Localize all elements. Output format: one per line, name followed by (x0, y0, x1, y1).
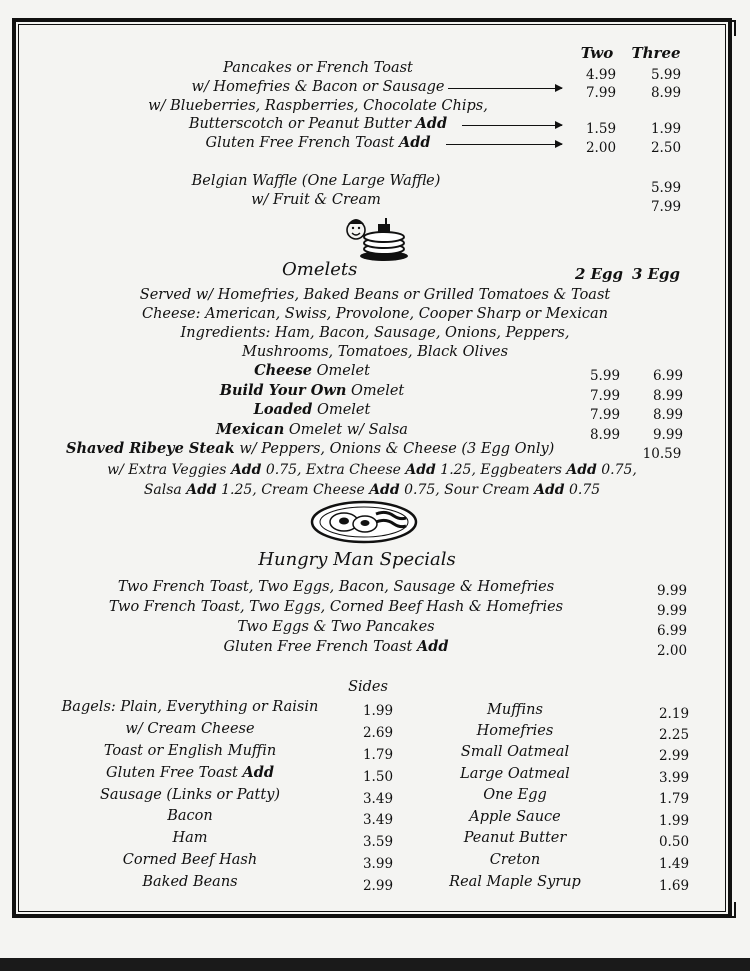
side-item: Sausage (Links or Patty) (99, 787, 281, 803)
breakfast-plate-icon (310, 500, 418, 544)
price: 0.50 (658, 834, 690, 850)
side-item: Bacon (167, 808, 213, 824)
omelet-item: Loaded Omelet (253, 401, 371, 418)
omelet-description: Served w/ Homefries, Baked Beans or Grilled Tomatoes & Toast (139, 287, 611, 303)
arrow-icon (448, 88, 562, 89)
arrow-icon (446, 144, 562, 145)
side-item: Peanut Butter (463, 830, 567, 846)
price-two: 7.99 (585, 85, 617, 101)
menu-item: w/ Homefries & Bacon or Sausage (191, 79, 445, 95)
column-header-two: Two (580, 44, 614, 62)
price: 3.49 (362, 812, 394, 828)
menu-item: w/ Fruit & Cream (251, 192, 381, 208)
price-2-egg: 5.99 (589, 368, 621, 384)
omelet-item: Mexican Omelet w/ Salsa (216, 421, 408, 438)
price: 1.99 (658, 813, 690, 829)
side-item: Bagels: Plain, Everything or Raisin (61, 699, 319, 715)
side-item: Baked Beans (142, 874, 238, 890)
menu-item: Two French Toast, Two Eggs, Corned Beef Hash & Homefries (108, 599, 564, 615)
side-item: Small Oatmeal (460, 744, 570, 760)
price: 1.49 (658, 856, 690, 872)
omelet-description: Cheese: American, Swiss, Provolone, Cooper Sharp or Mexican (141, 306, 609, 322)
omelet-extras: Salsa Add 1.25, Cream Cheese Add 0.75, Sour Cream Add 0.75 (143, 482, 601, 498)
side-item: Large Oatmeal (460, 766, 570, 782)
price-three: 2.50 (650, 140, 682, 156)
arrow-icon (462, 125, 562, 126)
price: 2.25 (658, 727, 690, 743)
omelet-item: Cheese Omelet (254, 362, 370, 379)
omelet-item: Build Your Own Omelet (219, 382, 405, 399)
omelet-extras: w/ Extra Veggies Add 0.75, Extra Cheese Add 1.25, Eggbeaters Add 0.75, (107, 462, 637, 478)
section-title-hungry-man: Hungry Man Specials (258, 549, 456, 570)
menu-item: Butterscotch or Peanut Butter Add (188, 115, 448, 132)
side-item: Gluten Free Toast Add (105, 764, 275, 781)
menu-item: Gluten Free French Toast Add (223, 638, 449, 655)
side-item: w/ Cream Cheese (125, 721, 255, 737)
price-3-egg: 9.99 (652, 427, 684, 443)
section-title-omelets: Omelets (282, 259, 358, 280)
omelet-description: Ingredients: Ham, Bacon, Sausage, Onions, Peppers, (180, 325, 570, 341)
price-three: 8.99 (650, 85, 682, 101)
price: 3.99 (362, 856, 394, 872)
side-item: Creton (489, 852, 541, 868)
menu-item: w/ Blueberries, Raspberries, Chocolate Chips, (148, 98, 488, 114)
price: 3.49 (362, 791, 394, 807)
price-three: 5.99 (650, 67, 682, 83)
menu-item: Two Eggs & Two Pancakes (237, 619, 435, 635)
price: 2.19 (658, 706, 690, 722)
omelet-item-ribeye: Shaved Ribeye Steak w/ Peppers, Onions & Cheese (3 Egg Only) (66, 440, 555, 457)
price-2-egg: 7.99 (589, 407, 621, 423)
price-2-egg: 7.99 (589, 388, 621, 404)
menu-item: Gluten Free French Toast Add (205, 134, 431, 151)
price-3-egg: 8.99 (652, 407, 684, 423)
price: 7.99 (650, 199, 682, 215)
corner-ornament (720, 20, 736, 36)
price: 6.99 (656, 623, 688, 639)
menu-item: Two French Toast, Two Eggs, Bacon, Sausage & Homefries (117, 579, 555, 595)
corner-ornament (720, 902, 736, 918)
bottom-edge (0, 958, 750, 971)
column-header-three: Three (631, 44, 681, 62)
price-2-egg: 8.99 (589, 427, 621, 443)
column-header-3-egg: 3 Egg (631, 265, 681, 283)
price-3-egg: 8.99 (652, 388, 684, 404)
price: 2.00 (656, 643, 688, 659)
corner-ornament (14, 902, 30, 918)
price-two: 4.99 (585, 67, 617, 83)
price: 3.99 (658, 770, 690, 786)
price: 1.79 (658, 791, 690, 807)
price: 2.99 (362, 878, 394, 894)
side-item: Muffins (487, 702, 543, 718)
menu-item: Belgian Waffle (One Large Waffle) (191, 173, 441, 189)
price: 1.99 (362, 703, 394, 719)
price: 9.99 (656, 603, 688, 619)
pancake-stack-icon (344, 214, 410, 262)
side-item: Ham (172, 830, 208, 846)
section-title-sides: Sides (348, 679, 388, 695)
price: 5.99 (650, 180, 682, 196)
price: 2.99 (658, 748, 690, 764)
menu-item: Pancakes or French Toast (223, 60, 413, 76)
side-item: Homefries (476, 723, 554, 739)
price: 10.59 (642, 446, 682, 462)
price-3-egg: 6.99 (652, 368, 684, 384)
side-item: One Egg (483, 787, 547, 803)
side-item: Corned Beef Hash (122, 852, 258, 868)
corner-ornament (14, 20, 30, 36)
side-item: Apple Sauce (469, 809, 561, 825)
omelet-description: Mushrooms, Tomatoes, Black Olives (241, 344, 509, 360)
price: 1.50 (362, 769, 394, 785)
price: 2.69 (362, 725, 394, 741)
price: 3.59 (362, 834, 394, 850)
side-item: Toast or English Muffin (103, 743, 277, 759)
side-item: Real Maple Syrup (449, 874, 581, 890)
price-three: 1.99 (650, 121, 682, 137)
price-two: 1.59 (585, 121, 617, 137)
price: 9.99 (656, 583, 688, 599)
price: 1.79 (362, 747, 394, 763)
column-header-2-egg: 2 Egg (574, 265, 624, 283)
price: 1.69 (658, 878, 690, 894)
price-two: 2.00 (585, 140, 617, 156)
